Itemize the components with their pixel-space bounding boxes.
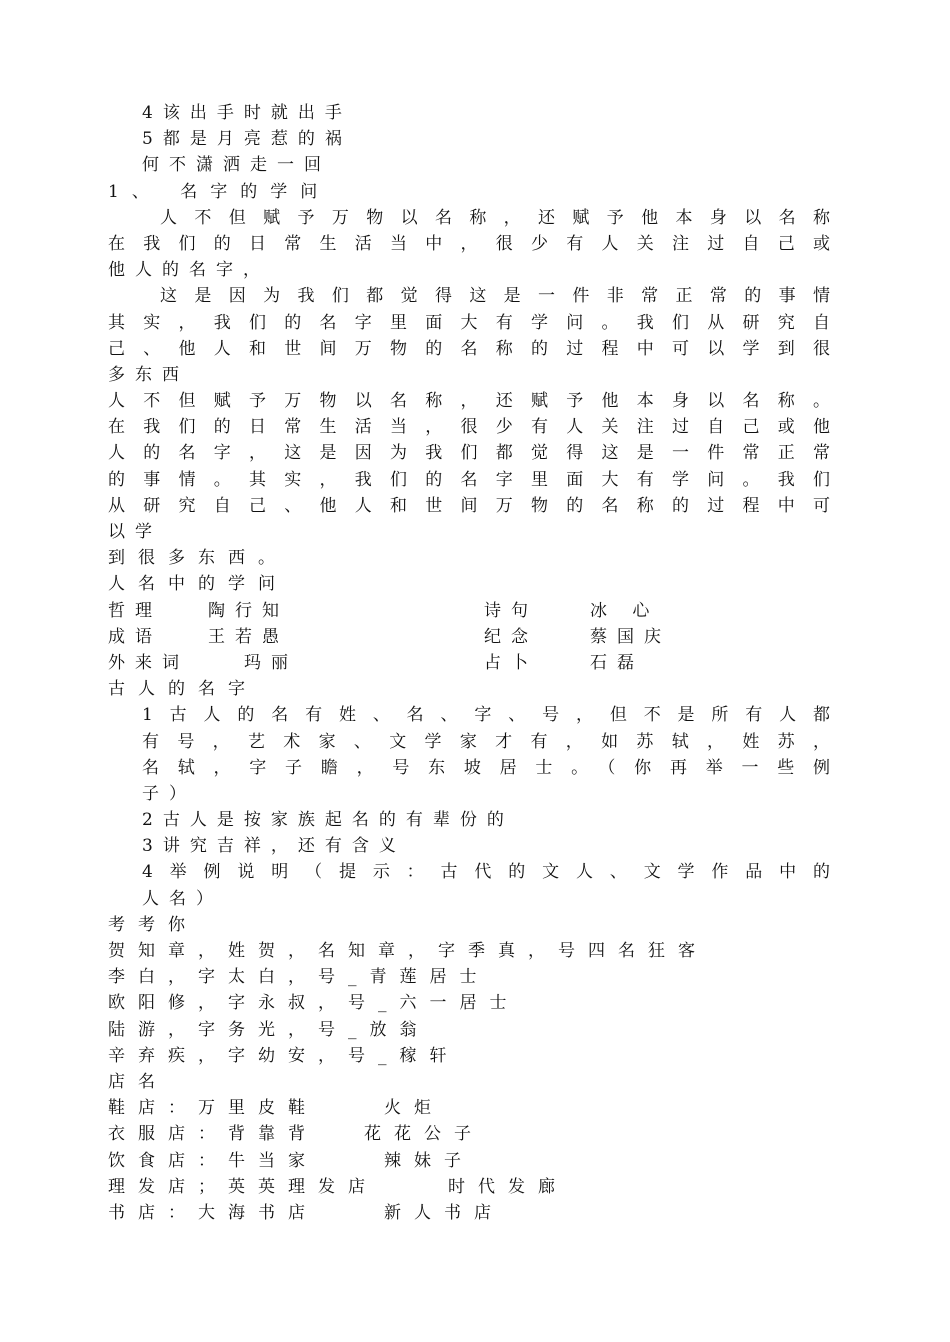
name-category: 成语 [108,626,162,647]
names-table-row [108,650,830,676]
paragraph-line: 其实，我们的名字里面大有学问。我们从研究自 [108,312,830,333]
shop-alt-name: 花花公子 [364,1124,484,1145]
name-category: 诗句 [484,600,538,621]
shop-type: 鞋店：万里皮鞋 [108,1098,318,1119]
section-title: 1、 名字的学问 [108,181,331,202]
name-example: 玛丽 [244,652,298,673]
document-page [108,100,830,1226]
name-category: 哲理 [108,600,162,621]
paragraph-line: 这是因为我们都觉得这是一件非常正常的事情 [160,286,830,307]
quiz-line: 陆游，字务光，号_放翁 [108,1019,430,1040]
paragraph-line: 在我们的日常生活当中，很少有人关注过自己或 [108,233,830,254]
paragraph-line: 从研究自己、他人和世间万物的名称的过程中可 [108,495,830,516]
ancient-point: 3讲究吉祥，还有含义 [142,836,406,857]
ancient-point: 子） [142,783,196,804]
paragraph-line: 到很多东西。 [108,548,288,569]
quiz-line: 辛弃疾，字幼安，号_稼轩 [108,1045,460,1066]
name-example: 王若愚 [208,626,289,647]
ancient-point: 2古人是按家族起名的有辈份的 [142,810,514,831]
shop-type: 书店：大海书店 [108,1202,318,1223]
paragraph-line: 人的名字，这是因为我们都觉得这是一件常正常 [108,443,830,464]
names-table-row [108,624,830,650]
intro-line: 何不潇洒走一回 [142,155,331,176]
shop-type: 衣服店：背靠背 [108,1124,318,1145]
ancient-point: 名轼，字子瞻，号东坡居士。（你再举一些例 [142,757,830,778]
name-category: 占卜 [484,652,538,673]
paragraph-line: 己、他人和世间万物的名称的过程中可以学到很 [108,338,830,359]
intro-line: 4该出手时就出手 [142,103,352,123]
shop-alt-name: 火炬 [384,1098,444,1119]
shop-alt-name: 辣妹子 [384,1150,474,1171]
quiz-line: 李白，字太白，号_青莲居士 [108,967,490,988]
paragraph-line: 人不但赋予万物以名称，还赋予他本身以名称 [160,207,830,228]
quiz-line: 欧阳修，字永叔，号_六一居士 [108,993,520,1014]
ancient-point: 人名） [142,888,223,909]
quiz-line: 贺知章，姓贺，名知章，字季真，号四名狂客 [108,941,708,961]
paragraph-line: 人不但赋予万物以名称，还赋予他本身以名称。 [108,391,830,412]
shop-row [108,1174,830,1200]
paragraph-line: 以学 [108,522,162,542]
intro-line: 5都是月亮惹的祸 [142,129,352,150]
paragraph-line: 多东西 [108,364,189,385]
shop-row [108,1095,830,1121]
names-table-row [108,598,830,624]
name-category: 纪念 [484,626,538,647]
paragraph-line: 在我们的日常生活当，很少有人关注过自己或他 [108,417,830,438]
ancient-heading: 古人的名字 [108,679,258,700]
name-example: 石磊 [590,652,644,673]
name-example: 蔡国庆 [590,626,671,647]
name-example: 陶行知 [208,600,289,621]
paragraph-line: 的事情。其实，我们的名字里面大有学问。我们 [108,469,830,490]
name-category: 外来词 [108,652,189,673]
ancient-point: 4举例说明（提示：古代的文人、文学作品中的 [142,862,830,883]
names-heading: 人名中的学问 [108,574,288,595]
shop-type: 饮食店：牛当家 [108,1150,318,1171]
ancient-point: 1古人的名有姓、名、字、号，但不是所有人都 [142,705,830,726]
name-example: 冰 心 [590,600,660,621]
shop-alt-name: 时代发廊 [448,1176,568,1197]
shop-type: 理发店；英英理发店 [108,1176,378,1197]
shop-heading: 店名 [108,1071,168,1092]
shop-row [108,1200,830,1226]
shop-alt-name: 新人书店 [384,1202,504,1223]
paragraph-line: 他人的名字， [108,260,270,281]
quiz-heading: 考考你 [108,914,198,935]
ancient-point: 有号，艺术家、文学家才有，如苏轼，姓苏， [142,731,830,752]
shop-row [108,1148,830,1174]
shop-row [108,1121,830,1147]
